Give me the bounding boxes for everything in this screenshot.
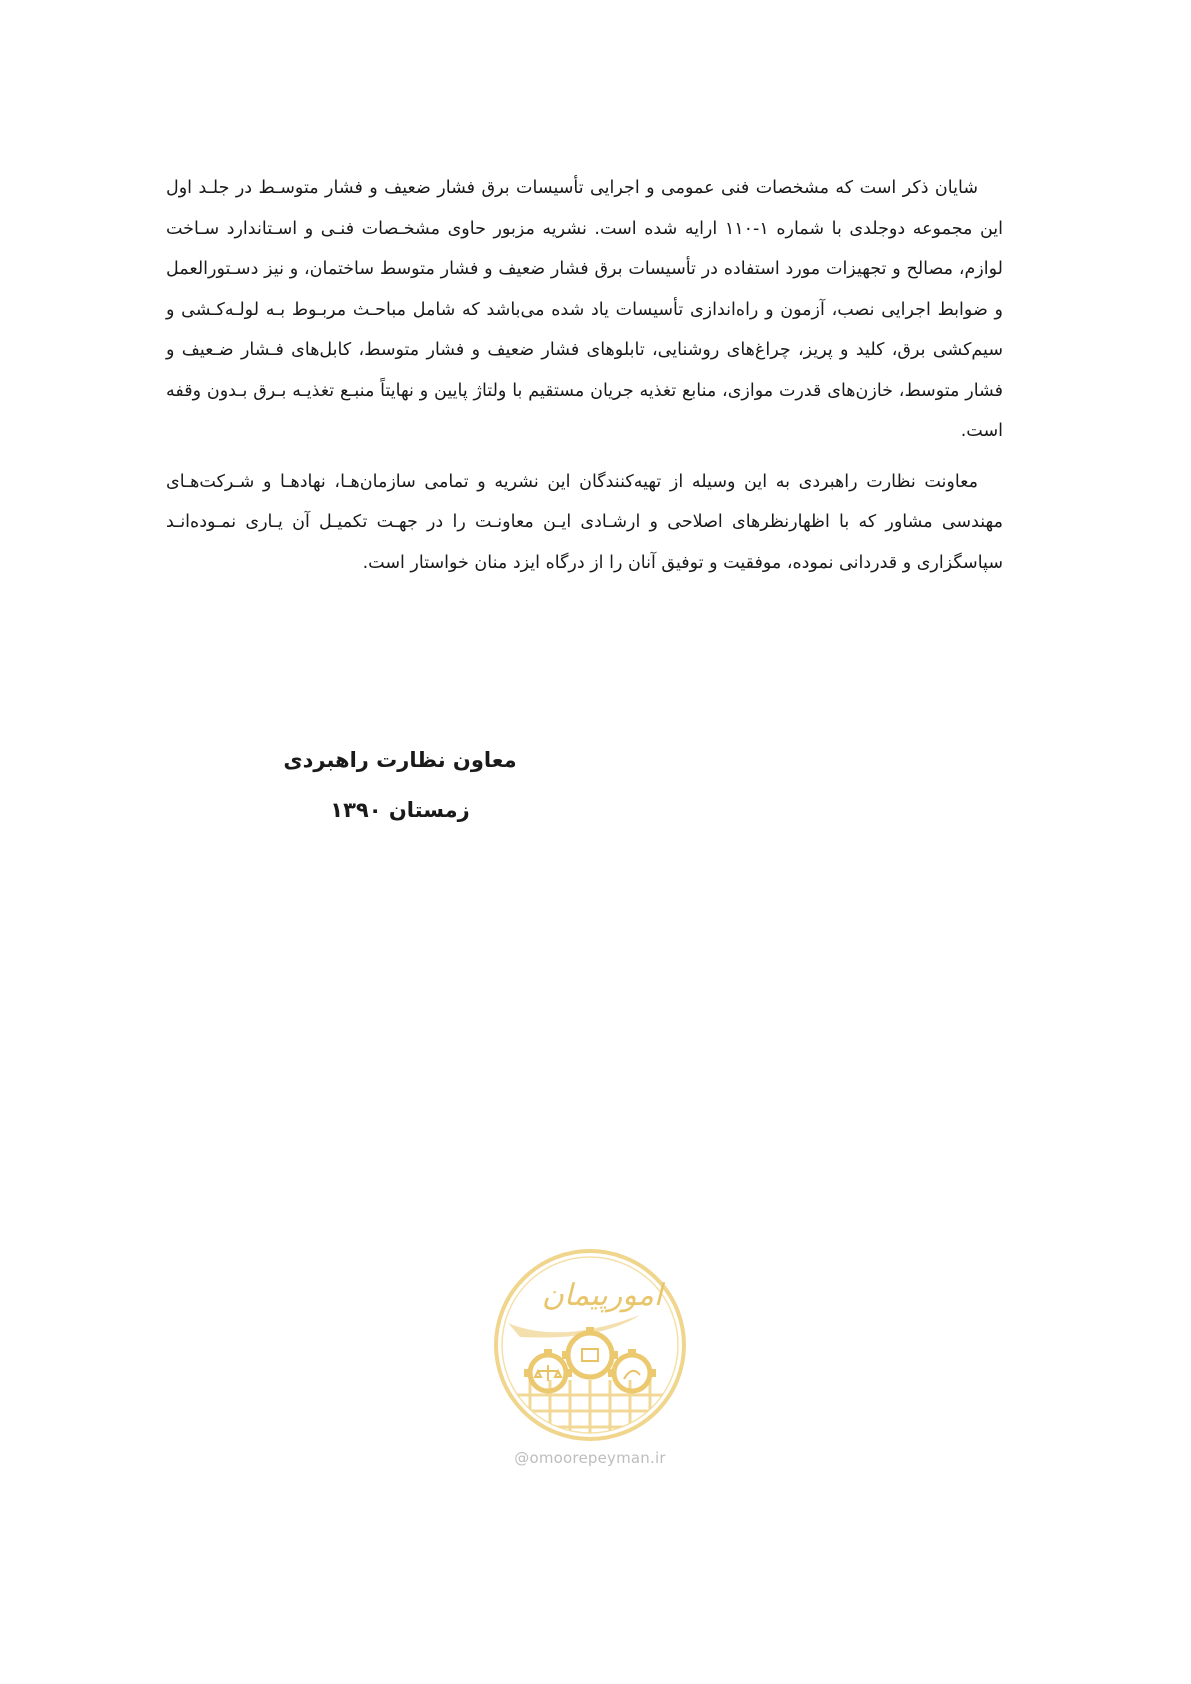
watermark-logo-text: امورپیمان — [541, 1278, 663, 1313]
watermark-url: @omoorepeyman.ir — [514, 1449, 666, 1467]
signature-title: معاون نظارت راهبردی — [283, 748, 517, 772]
omoorepeyman-logo-icon — [490, 1245, 690, 1445]
signature-date: زمستان ۱۳۹۰ — [330, 798, 470, 822]
watermark — [490, 1245, 690, 1475]
signature-block — [250, 735, 550, 835]
document-body — [166, 168, 1003, 593]
paragraph-acknowledgement: معاونت نظارت راهبردی به این وسیله از تهیه‌کنندگان این نشریه و تمامی سازمان‌هـا، نهادهـا و شـرکت‌هـای مهندسی مشاور که با اظهارنظرهای اصلاحی و ارشـادی ایـن معاونـت را در جهـت تکمیـل آن یـاری نمـوده‌انـد سپاسگزاری و قدردانی نموده، موفقیت و توفیق آنان را از درگاه ایزد منان خواستار است. — [166, 471, 1003, 573]
paragraph-intro: شایان ذکر است که مشخصات فنی عمومی و اجرایی تأسیسات برق فشار ضعیف و فشار متوسـط در جلـد اول این مجموعه دوجلدی با شماره ۱-۱۱۰ ارایه شده است. نشریه مزبور حاوی مشخـصات فنـی و اسـتاندارد سـاخت لوازم، مصالح و تجهیزات مورد استفاده در تأسیسات برق فشار ضعیف و فشار متوسط ساختمان، و نیز دسـتورالعمل و ضوابط اجرایی نصب، آزمون و راه‌اندازی تأسیسات یاد شده می‌باشد که شامل مباحـث مربـوط بـه لولـه‌کـشی و سیم‌کشی برق، کلید و پریز، چراغ‌های روشنایی، تابلوهای فشار ضعیف و فشار متوسط، کابل‌های فـشار ضـعیف و فشار متوسط، خازن‌های قدرت موازی، منابع تغذیه جریان مستقیم با ولتاژ پایین و نهایتاً منبـع تغذیـه بـرق بـدون وقفه است. — [166, 178, 1003, 441]
